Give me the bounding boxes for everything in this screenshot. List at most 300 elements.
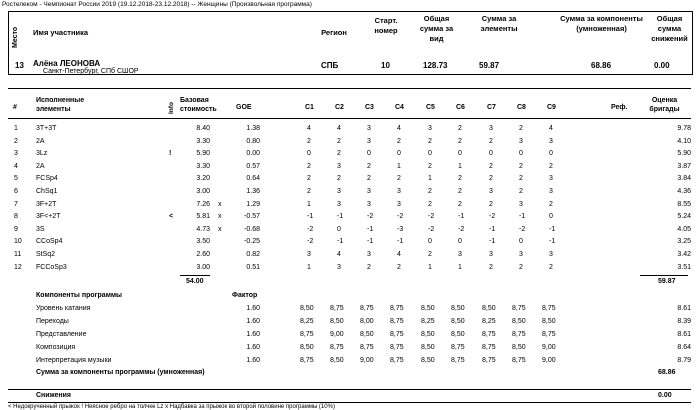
tes-header: Сумма за элементы	[480, 14, 518, 33]
element-judge-3: 0	[367, 150, 371, 158]
element-judge-2: 3	[337, 188, 341, 195]
element-base: 2.60	[196, 251, 210, 258]
element-row	[8, 236, 691, 248]
component-score: 8.39	[677, 318, 691, 325]
element-judge-3: 2	[367, 263, 371, 271]
judge-header-9: C9	[547, 104, 556, 111]
component-judge-6: 8,75	[451, 344, 465, 351]
element-judge-4: -1	[397, 238, 404, 246]
element-judge-4: 2	[397, 263, 401, 271]
component-judge-1: 8,75	[300, 357, 314, 364]
element-judge-1: 2	[307, 175, 311, 183]
component-judge-1: 8,75	[300, 331, 314, 338]
component-judge-3: 8,75	[360, 305, 374, 312]
element-judge-8: 2	[519, 188, 523, 195]
element-code: StSq2	[36, 251, 56, 258]
component-factor: 1.60	[246, 318, 260, 325]
element-judge-6: 2	[458, 125, 462, 132]
element-judge-2: 4	[337, 125, 341, 132]
element-bonus-x: x	[218, 225, 222, 233]
skater-pcs: 68.86	[591, 61, 612, 70]
element-judge-9: 3	[549, 175, 553, 183]
component-name: Интерпретация музыки	[36, 357, 112, 364]
component-name: Переходы	[36, 318, 69, 325]
skater-tes: 59.87	[479, 61, 500, 70]
element-goe: 0.00	[246, 150, 260, 158]
deductions-top-rule	[8, 389, 691, 390]
component-judge-1: 8,25	[300, 318, 314, 325]
component-factor: 1.60	[246, 331, 260, 338]
element-judge-6: 1	[458, 162, 462, 170]
judge-header-3: C3	[365, 104, 374, 111]
element-judge-9: -1	[549, 225, 556, 233]
element-judge-8: -1	[519, 213, 526, 221]
component-judge-3: 8,75	[360, 344, 374, 351]
element-score: 3.87	[677, 162, 691, 170]
element-judge-5: 0	[428, 150, 432, 158]
element-judge-7: -1	[489, 225, 496, 233]
element-bonus-x: x	[218, 200, 222, 208]
element-judge-6: 2	[458, 200, 462, 208]
component-judge-1: 8,50	[300, 305, 314, 312]
score-total: 59.87	[658, 278, 676, 285]
element-judge-5: 2	[428, 200, 432, 208]
component-row	[8, 342, 691, 354]
element-goe: 1.36	[246, 188, 260, 195]
element-judge-4: 2	[397, 137, 401, 145]
element-no: 3	[14, 150, 18, 158]
element-goe: 0.57	[246, 162, 260, 170]
element-no: 11	[14, 251, 22, 258]
element-bonus-x: x	[218, 213, 222, 221]
element-judge-3: 3	[367, 188, 371, 195]
element-judge-8: 0	[519, 150, 523, 158]
element-judge-1: 3	[307, 251, 311, 258]
start-no-header: Старт. номер	[374, 16, 398, 35]
element-info: <	[169, 213, 174, 221]
name-header: Имя участника	[33, 28, 89, 37]
deductions-label: Снижения	[36, 392, 71, 399]
event-header: Ростелеком - Чемпионат России 2019 (19.12.2018-23.12.2018) -- Женщины (Произвольная программа)	[2, 1, 312, 8]
element-row	[8, 136, 691, 148]
element-judge-5: 1	[428, 175, 432, 183]
element-judge-7: 2	[489, 137, 493, 145]
element-no: 12	[14, 263, 22, 271]
element-no: 9	[14, 225, 18, 233]
element-judge-1: 2	[307, 137, 311, 145]
element-judge-9: 3	[549, 188, 553, 195]
element-goe: -0.57	[244, 213, 260, 221]
element-goe: 0.80	[246, 137, 260, 145]
element-row	[8, 148, 691, 160]
element-judge-7: 2	[489, 263, 493, 271]
element-judge-9: 3	[549, 251, 553, 258]
element-score: 4.10	[677, 137, 691, 145]
element-judge-7: 0	[489, 150, 493, 158]
element-judge-8: 3	[519, 200, 523, 208]
total-header: Общая сумма за вид	[419, 14, 454, 43]
element-no: 7	[14, 200, 18, 208]
component-row	[8, 303, 691, 315]
element-judge-5: 3	[428, 125, 432, 132]
component-judge-8: 8,50	[512, 344, 526, 351]
element-base: 3.30	[196, 162, 210, 170]
skater-deductions: 0.00	[654, 61, 670, 70]
element-judge-3: 3	[367, 137, 371, 145]
component-judge-6: 8,50	[451, 305, 465, 312]
element-judge-3: 2	[367, 162, 371, 170]
element-code: 3F+2T	[36, 200, 57, 208]
element-judge-2: 3	[337, 162, 341, 170]
element-judge-3: 3	[367, 251, 371, 258]
element-judge-8: 0	[519, 238, 523, 246]
element-judge-6: 0	[458, 238, 462, 246]
element-no: 1	[14, 125, 18, 132]
component-name: Представление	[36, 331, 87, 338]
element-score: 4.36	[677, 188, 691, 195]
deductions-bottom-rule	[8, 402, 691, 403]
component-name: Уровень катания	[36, 305, 91, 312]
region-header: Регион	[321, 28, 347, 37]
component-judge-8: 8,75	[512, 331, 526, 338]
component-factor: 1.60	[246, 305, 260, 312]
component-judge-8: 8,75	[512, 357, 526, 364]
skater-summary-box	[8, 11, 693, 75]
element-judge-4: 3	[397, 200, 401, 208]
component-judge-4: 8,75	[390, 357, 404, 364]
element-judge-7: 2	[489, 162, 493, 170]
judge-header-1: C1	[305, 104, 314, 111]
place-header: Место	[12, 26, 19, 48]
element-code: 2A	[36, 137, 45, 145]
element-judge-1: -2	[307, 238, 314, 246]
element-row	[8, 249, 691, 261]
element-code: FCSp4	[36, 175, 58, 183]
element-row	[8, 173, 691, 185]
component-judge-4: 8,75	[390, 344, 404, 351]
element-judge-4: 1	[397, 162, 401, 170]
element-score: 5.24	[677, 213, 691, 221]
element-judge-7: 3	[489, 251, 493, 258]
element-score: 4.05	[677, 225, 691, 233]
element-code: 2A	[36, 162, 45, 170]
component-score: 8.61	[677, 305, 691, 312]
element-judge-7: -1	[489, 238, 496, 246]
element-judge-8: 2	[519, 175, 523, 183]
components-total-label: Сумма за компоненты программы (умноженная)	[36, 369, 205, 376]
element-judge-3: -1	[367, 238, 374, 246]
element-judge-1: 1	[307, 200, 311, 208]
component-judge-5: 8,50	[421, 344, 435, 351]
element-judge-4: 2	[397, 175, 401, 183]
element-judge-8: 2	[519, 263, 523, 271]
component-judge-4: 8,75	[390, 305, 404, 312]
element-judge-3: 3	[367, 125, 371, 132]
element-judge-9: 0	[549, 213, 553, 221]
ref-header: Реф.	[611, 104, 628, 111]
factor-header: Фактор	[232, 292, 258, 299]
element-code: ChSq1	[36, 188, 58, 195]
component-judge-7: 8,75	[482, 357, 496, 364]
base-header: Базовая стоимость	[180, 97, 217, 113]
element-row	[8, 123, 691, 135]
component-judge-3: 8,00	[360, 318, 374, 325]
component-score: 8.79	[677, 357, 691, 364]
element-judge-6: 3	[458, 251, 462, 258]
element-judge-2: 4	[337, 251, 341, 258]
element-judge-4: 3	[397, 188, 401, 195]
element-judge-3: 3	[367, 200, 371, 208]
no-header: #	[13, 104, 17, 111]
element-code: 3T+3T	[36, 125, 57, 132]
element-judge-8: 3	[519, 251, 523, 258]
component-judge-5: 8,50	[421, 305, 435, 312]
element-judge-4: 0	[397, 150, 401, 158]
element-judge-8: -2	[519, 225, 526, 233]
element-no: 8	[14, 213, 18, 221]
element-judge-1: 2	[307, 188, 311, 195]
element-judge-5: 1	[428, 263, 432, 271]
element-score: 3.51	[677, 263, 691, 271]
element-score: 3.42	[677, 251, 691, 258]
element-judge-9: 2	[549, 200, 553, 208]
element-goe: 0.82	[246, 251, 260, 258]
score-header: Оценка бригады	[649, 97, 680, 113]
component-score: 8.64	[677, 344, 691, 351]
element-judge-2: 2	[337, 137, 341, 145]
skater-name: Алёна ЛЕОНОВА	[33, 59, 101, 68]
element-code: CCoSp4	[36, 238, 63, 246]
components-header: Компоненты программы	[36, 292, 123, 299]
component-judge-6: 8,50	[451, 318, 465, 325]
element-code: FCCoSp3	[36, 263, 67, 271]
element-judge-2: 3	[337, 263, 341, 271]
component-judge-2: 8,50	[330, 357, 344, 364]
component-judge-1: 8,50	[300, 344, 314, 351]
judge-header-7: C7	[487, 104, 496, 111]
component-judge-2: 8,75	[330, 344, 344, 351]
base-total: 54.00	[186, 278, 204, 285]
elements-header-rule	[8, 118, 691, 119]
element-judge-2: 2	[337, 150, 341, 158]
element-judge-3: 2	[367, 175, 371, 183]
element-judge-6: 1	[458, 263, 462, 271]
component-judge-2: 8,75	[330, 305, 344, 312]
component-judge-6: 8,50	[451, 331, 465, 338]
judge-header-6: C6	[456, 104, 465, 111]
info-header: Info	[168, 102, 175, 114]
component-judge-7: 8,75	[482, 344, 496, 351]
element-judge-6: 2	[458, 188, 462, 195]
element-judge-5: 0	[428, 238, 432, 246]
component-judge-2: 9,00	[330, 331, 344, 338]
element-row	[8, 224, 691, 236]
component-row	[8, 329, 691, 341]
component-judge-7: 8,75	[482, 331, 496, 338]
element-base: 3.00	[196, 188, 210, 195]
judge-header-2: C2	[335, 104, 344, 111]
component-judge-9: 8,75	[542, 331, 556, 338]
score-total-rule	[640, 275, 688, 276]
element-code: 3S	[36, 225, 45, 233]
skater-region: СПБ	[321, 61, 339, 70]
element-code: 3F<+2T	[36, 213, 61, 221]
element-base: 5.90	[196, 150, 210, 158]
element-row	[8, 161, 691, 173]
element-base: 3.00	[196, 263, 210, 271]
component-judge-7: 8,50	[482, 305, 496, 312]
element-goe: 1.38	[246, 125, 260, 132]
element-goe: -0.68	[244, 225, 260, 233]
element-judge-6: -1	[458, 213, 465, 221]
element-judge-7: 2	[489, 175, 493, 183]
element-judge-2: 3	[337, 200, 341, 208]
element-judge-5: -2	[428, 225, 435, 233]
element-judge-5: -2	[428, 213, 435, 221]
element-info: !	[169, 150, 172, 158]
element-base: 5.81	[196, 213, 210, 221]
element-code: 3Lz	[36, 150, 48, 158]
element-judge-6: 2	[458, 137, 462, 145]
component-factor: 1.60	[246, 357, 260, 364]
element-judge-2: -1	[337, 238, 344, 246]
component-judge-4: 8,75	[390, 331, 404, 338]
element-judge-6: -2	[458, 225, 465, 233]
element-judge-2: -1	[337, 213, 344, 221]
component-judge-5: 8,50	[421, 331, 435, 338]
element-judge-8: 2	[519, 162, 523, 170]
footnote: < Недокрученный прыжок ! Неясное ребро на толчке Lz x Надбавка за прыжок во второй половине программы (10%)	[8, 404, 335, 410]
element-judge-9: 0	[549, 150, 553, 158]
component-judge-9: 8,75	[542, 305, 556, 312]
skater-place: 13	[15, 61, 24, 70]
component-judge-8: 8,50	[512, 318, 526, 325]
element-judge-5: 2	[428, 162, 432, 170]
component-judge-5: 8,50	[421, 357, 435, 364]
goe-header: GOE	[236, 104, 252, 111]
component-judge-5: 8,25	[421, 318, 435, 325]
element-no: 5	[14, 175, 18, 183]
component-judge-3: 8,50	[360, 331, 374, 338]
element-no: 6	[14, 188, 18, 195]
element-judge-3: -2	[367, 213, 374, 221]
element-no: 2	[14, 137, 18, 145]
element-judge-9: 2	[549, 263, 553, 271]
component-row	[8, 355, 691, 367]
element-judge-5: 2	[428, 251, 432, 258]
skater-club: Санкт-Петербург, СПб СШОР	[43, 68, 139, 75]
element-judge-8: 2	[519, 125, 523, 132]
element-judge-7: -2	[489, 213, 496, 221]
element-base: 4.73	[196, 225, 210, 233]
element-row	[8, 186, 691, 198]
element-judge-4: -2	[397, 213, 404, 221]
element-goe: 1.29	[246, 200, 260, 208]
element-judge-1: 2	[307, 162, 311, 170]
element-judge-3: -1	[367, 225, 374, 233]
element-judge-1: 4	[307, 125, 311, 132]
element-no: 4	[14, 162, 18, 170]
component-judge-9: 8,50	[542, 318, 556, 325]
element-judge-9: 2	[549, 162, 553, 170]
element-goe: -0.25	[244, 238, 260, 246]
skater-total: 128.73	[423, 61, 448, 70]
element-base: 3.30	[196, 137, 210, 145]
component-score: 8.61	[677, 331, 691, 338]
element-row	[8, 211, 691, 223]
element-judge-9: -1	[549, 238, 556, 246]
element-score: 5.90	[677, 150, 691, 158]
element-judge-1: -1	[307, 213, 314, 221]
component-judge-6: 8,75	[451, 357, 465, 364]
elements-header: Исполненные элементы	[36, 97, 85, 113]
component-judge-7: 8,25	[482, 318, 496, 325]
pcs-header: Сумма за компоненты (умноженная)	[560, 14, 643, 33]
element-goe: 0.64	[246, 175, 260, 183]
element-score: 3.25	[677, 238, 691, 246]
element-base: 3.20	[196, 175, 210, 183]
component-judge-9: 9,00	[542, 344, 556, 351]
element-judge-7: 3	[489, 125, 493, 132]
element-score: 8.55	[677, 200, 691, 208]
components-total: 68.86	[658, 369, 676, 376]
element-row	[8, 199, 691, 211]
element-judge-2: 0	[337, 225, 341, 233]
elements-top-rule	[8, 88, 691, 89]
element-judge-1: 0	[307, 150, 311, 158]
base-total-rule	[180, 275, 210, 276]
component-judge-8: 8,75	[512, 305, 526, 312]
element-judge-5: 2	[428, 137, 432, 145]
element-judge-6: 0	[458, 150, 462, 158]
element-judge-9: 4	[549, 125, 553, 132]
component-factor: 1.60	[246, 344, 260, 351]
judge-header-4: C4	[395, 104, 404, 111]
component-judge-2: 8,50	[330, 318, 344, 325]
component-judge-3: 9,00	[360, 357, 374, 364]
skater-start-no: 10	[381, 61, 390, 70]
element-judge-2: 2	[337, 175, 341, 183]
element-no: 10	[14, 238, 22, 246]
judge-header-5: C5	[426, 104, 435, 111]
element-judge-9: 3	[549, 137, 553, 145]
element-judge-1: 1	[307, 263, 311, 271]
element-judge-7: 2	[489, 200, 493, 208]
component-row	[8, 316, 691, 328]
element-judge-7: 3	[489, 188, 493, 195]
element-base: 8.40	[196, 125, 210, 132]
component-judge-4: 8,75	[390, 318, 404, 325]
element-base: 3.50	[196, 238, 210, 246]
judge-header-8: C8	[517, 104, 526, 111]
deductions-value: 0.00	[658, 392, 672, 399]
element-judge-5: 2	[428, 188, 432, 195]
element-judge-4: -3	[397, 225, 404, 233]
element-judge-6: 2	[458, 175, 462, 183]
component-name: Композиция	[36, 344, 76, 351]
deductions-header: Общая сумма снижений	[651, 14, 688, 43]
element-row	[8, 262, 691, 274]
element-judge-8: 3	[519, 137, 523, 145]
element-judge-4: 4	[397, 125, 401, 132]
element-judge-1: -2	[307, 225, 314, 233]
element-judge-4: 4	[397, 251, 401, 258]
element-score: 9.78	[677, 125, 691, 132]
component-judge-9: 9,00	[542, 357, 556, 364]
element-score: 3.84	[677, 175, 691, 183]
element-goe: 0.51	[246, 263, 260, 271]
element-base: 7.26	[196, 200, 210, 208]
